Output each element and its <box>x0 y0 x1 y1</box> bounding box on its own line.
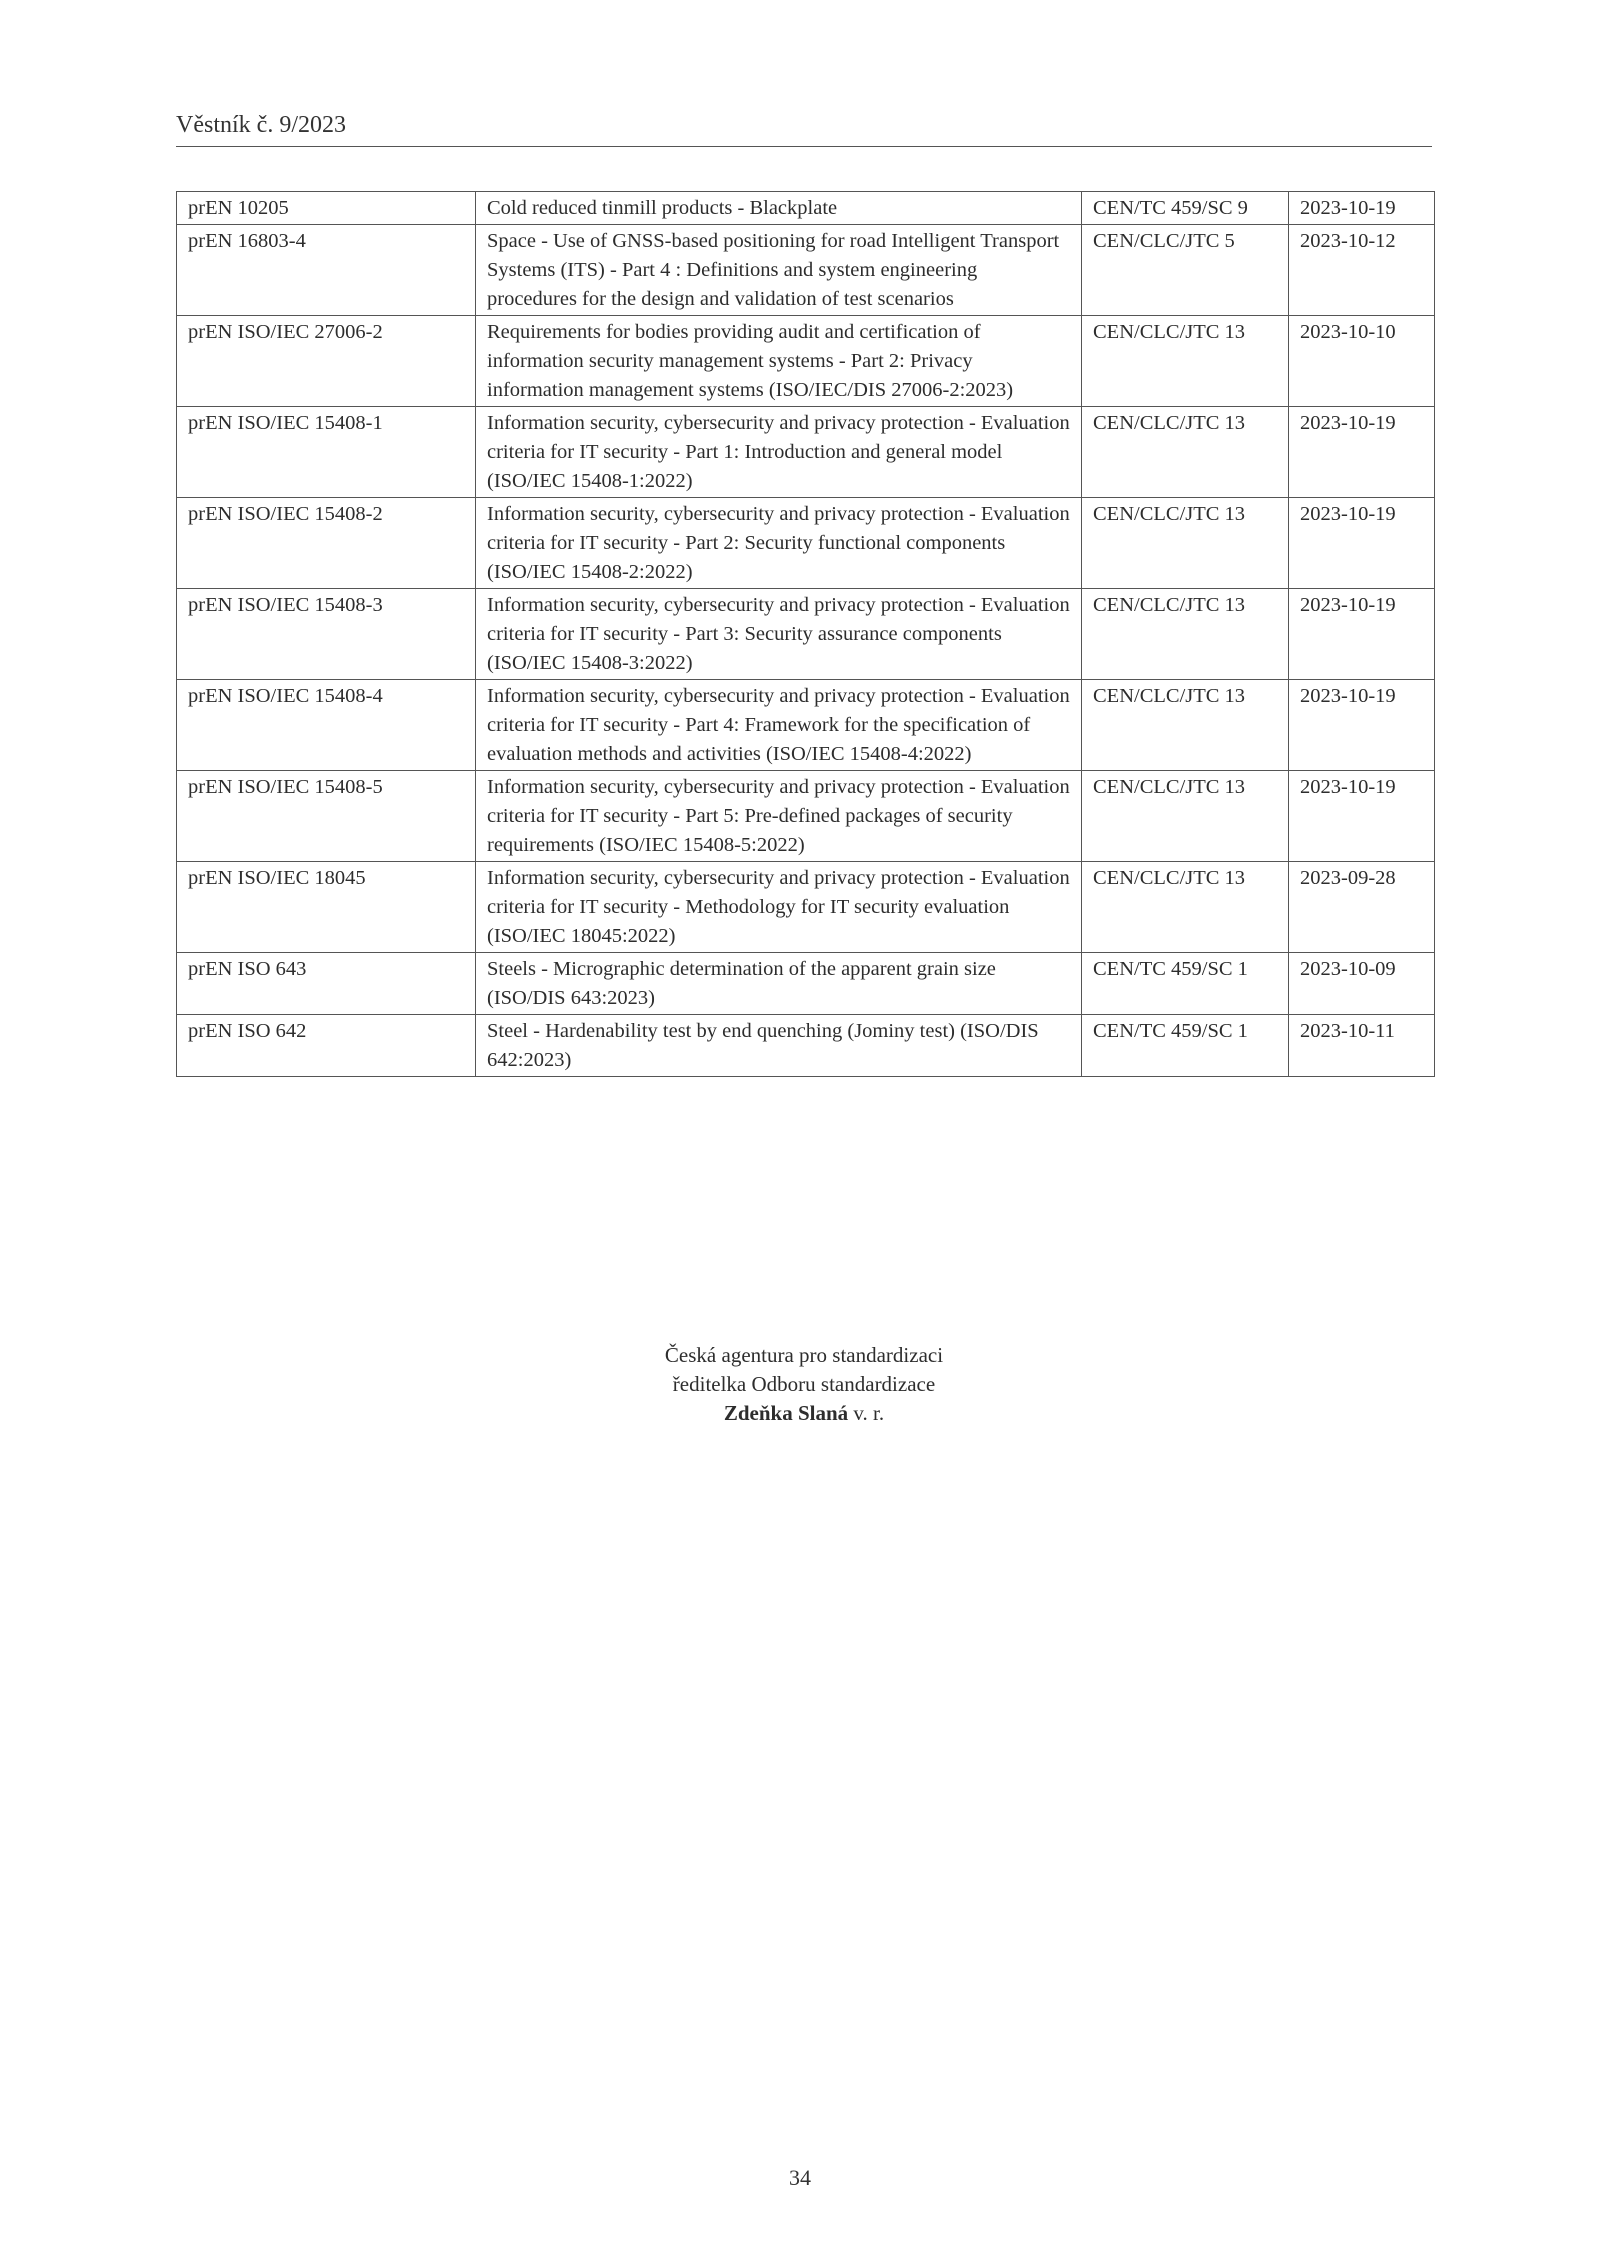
committee-cell: CEN/CLC/JTC 13 <box>1082 498 1289 589</box>
date-cell: 2023-10-19 <box>1289 498 1435 589</box>
signature-block <box>0 1341 1600 1428</box>
table-row <box>177 862 1435 953</box>
standard-code-cell: prEN 16803-4 <box>177 225 476 316</box>
standard-title-cell: Cold reduced tinmill products - Blackplate <box>476 192 1082 225</box>
table-row <box>177 407 1435 498</box>
standard-title-cell: Steel - Hardenability test by end quenching (Jominy test) (ISO/DIS 642:2023) <box>476 1015 1082 1077</box>
date-cell: 2023-10-10 <box>1289 316 1435 407</box>
table-row <box>177 225 1435 316</box>
standard-code-cell: prEN ISO/IEC 15408-5 <box>177 771 476 862</box>
page-header <box>176 110 1432 147</box>
committee-cell: CEN/TC 459/SC 1 <box>1082 1015 1289 1077</box>
standard-title-cell: Information security, cybersecurity and privacy protection - Evaluation criteria for IT security - Part 2: Security functional components (ISO/IEC 15408-2:2022) <box>476 498 1082 589</box>
date-cell: 2023-10-19 <box>1289 589 1435 680</box>
table-row <box>177 316 1435 407</box>
standard-title-cell: Space - Use of GNSS-based positioning for road Intelligent Transport Systems (ITS) - Part 4 : Definitions and system engineering procedures for the design and validation of test scenarios <box>476 225 1082 316</box>
standard-code-cell: prEN ISO 642 <box>177 1015 476 1077</box>
table-row <box>177 589 1435 680</box>
standard-code-cell: prEN ISO/IEC 15408-2 <box>177 498 476 589</box>
agency-name: Česká agentura pro standardizaci <box>664 1343 944 1367</box>
committee-cell: CEN/CLC/JTC 13 <box>1082 316 1289 407</box>
date-cell: 2023-10-19 <box>1289 680 1435 771</box>
committee-cell: CEN/TC 459/SC 9 <box>1082 192 1289 225</box>
standard-title-cell: Information security, cybersecurity and privacy protection - Evaluation criteria for IT security - Part 3: Security assurance components (ISO/IEC 15408-3:2022) <box>476 589 1082 680</box>
standard-code-cell: prEN ISO/IEC 27006-2 <box>177 316 476 407</box>
standard-code-cell: prEN ISO/IEC 15408-1 <box>177 407 476 498</box>
standards-table <box>176 191 1435 1077</box>
bulletin-title: Věstník č. 9/2023 <box>176 112 346 138</box>
standard-code-cell: prEN 10205 <box>177 192 476 225</box>
table-row <box>177 680 1435 771</box>
date-cell: 2023-10-19 <box>1289 192 1435 225</box>
committee-cell: CEN/CLC/JTC 5 <box>1082 225 1289 316</box>
standard-title-cell: Information security, cybersecurity and privacy protection - Evaluation criteria for IT security - Methodology for IT security evaluation (ISO/IEC 18045:2022) <box>476 862 1082 953</box>
table-row <box>177 953 1435 1015</box>
signer-line <box>0 1399 1600 1428</box>
standard-title-cell: Steels - Micrographic determination of the apparent grain size (ISO/DIS 643:2023) <box>476 953 1082 1015</box>
standard-title-cell: Information security, cybersecurity and privacy protection - Evaluation criteria for IT security - Part 1: Introduction and general model (ISO/IEC 15408-1:2022) <box>476 407 1082 498</box>
standard-code-cell: prEN ISO 643 <box>177 953 476 1015</box>
signer-position: ředitelka Odboru standardizace <box>672 1372 936 1396</box>
standard-code-cell: prEN ISO/IEC 15408-3 <box>177 589 476 680</box>
table-row <box>177 771 1435 862</box>
committee-cell: CEN/CLC/JTC 13 <box>1082 771 1289 862</box>
date-cell: 2023-09-28 <box>1289 862 1435 953</box>
signer-name: Zdeňka Slaná <box>723 1401 849 1425</box>
standards-table-body <box>177 192 1435 1077</box>
standard-title-cell: Information security, cybersecurity and privacy protection - Evaluation criteria for IT security - Part 4: Framework for the specification of evaluation methods and activities (ISO/IEC 15408-4:2022) <box>476 680 1082 771</box>
committee-cell: CEN/CLC/JTC 13 <box>1082 589 1289 680</box>
page-number: 34 <box>789 2165 811 2190</box>
date-cell: 2023-10-11 <box>1289 1015 1435 1077</box>
table-row <box>177 498 1435 589</box>
date-cell: 2023-10-12 <box>1289 225 1435 316</box>
standard-title-cell: Information security, cybersecurity and privacy protection - Evaluation criteria for IT security - Part 5: Pre-defined packages of security requirements (ISO/IEC 15408-5:2022) <box>476 771 1082 862</box>
date-cell: 2023-10-09 <box>1289 953 1435 1015</box>
standard-code-cell: prEN ISO/IEC 18045 <box>177 862 476 953</box>
date-cell: 2023-10-19 <box>1289 407 1435 498</box>
date-cell: 2023-10-19 <box>1289 771 1435 862</box>
committee-cell: CEN/CLC/JTC 13 <box>1082 407 1289 498</box>
signer-suffix: v. r. <box>848 1401 885 1425</box>
committee-cell: CEN/TC 459/SC 1 <box>1082 953 1289 1015</box>
committee-cell: CEN/CLC/JTC 13 <box>1082 680 1289 771</box>
standard-code-cell: prEN ISO/IEC 15408-4 <box>177 680 476 771</box>
committee-cell: CEN/CLC/JTC 13 <box>1082 862 1289 953</box>
standard-title-cell: Requirements for bodies providing audit and certification of information security management systems - Part 2: Privacy information management systems (ISO/IEC/DIS 27006-2:2023) <box>476 316 1082 407</box>
table-row <box>177 192 1435 225</box>
table-row <box>177 1015 1435 1077</box>
